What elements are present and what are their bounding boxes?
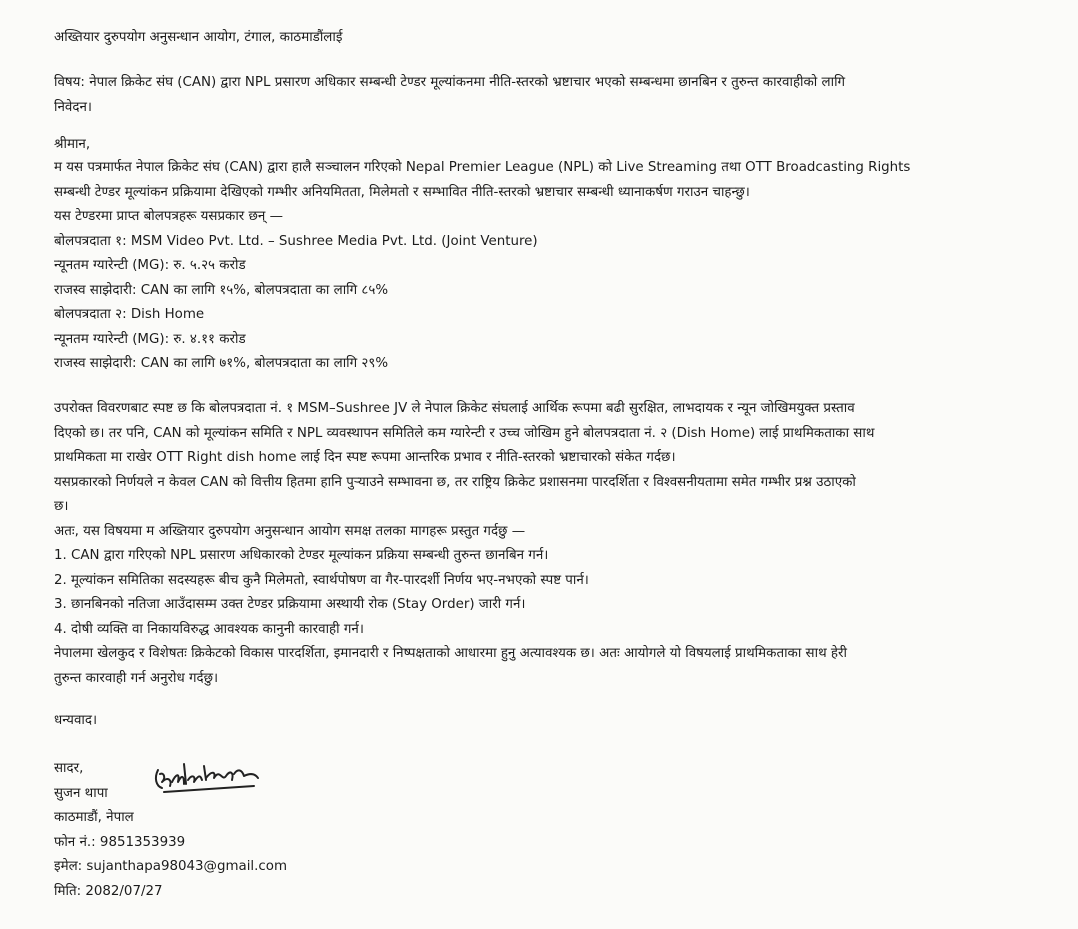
- sender-phone: फोन नं.: 9851353939: [54, 834, 186, 850]
- bidder-2-revenue: राजस्व साझेदारी: CAN का लागि ७१%, बोलपत्रदाता का लागि २९%: [54, 356, 389, 371]
- bidder-1-mg: न्यूनतम ग्यारेन्टी (MG): रु. ५.२५ करोड: [54, 258, 246, 273]
- demand-2: 2. मूल्यांकन समितिका सदस्यहरू बीच कुनै मिलेमतो, स्वार्थपोषण वा गैर-पारदर्शी निर्णय भए-नभएको स्पष्ट पार्न।: [54, 572, 589, 588]
- body-line: नेपालमा खेलकुद र विशेषतः क्रिकेटको विकास पारदर्शिता, इमानदारी र निष्पक्षताको आधारमा हुनु अत्यावश्यक छ। अतः आयोगले यो विषयलाई प्राथमिकताका साथ हेरी: [54, 646, 847, 661]
- sender-address: काठमाडौं, नेपाल: [54, 810, 134, 825]
- bidder-2-mg: न्यूनतम ग्यारेन्टी (MG): रु. ४.११ करोड: [54, 331, 246, 347]
- body-line: यसप्रकारको निर्णयले न केवल CAN को वित्तीय हितमा हानि पुर्‍याउने सम्भावना छ, तर राष्ट्रिय क्रिकेट प्रशासनमा पारदर्शिता र विश्वसनीयतामा समेत गम्भीर प्रश्न उठाएको: [54, 474, 856, 490]
- thanks: धन्यवाद।: [54, 713, 98, 728]
- body-line: प्राथमिकता मा राखेर OTT Right dish home लाई दिन स्पष्ट रूपमा आन्तरिक प्रभाव र नीति-स्तरको भ्रष्टाचारको संकेत गर्दछ।: [54, 450, 676, 465]
- subject: [54, 71, 1039, 120]
- regards: सादर,: [54, 761, 84, 776]
- body-line: दिएको छ। तर पनि, CAN को मूल्यांकन समिति र NPL व्यवस्थापन समितिले कम ग्यारेन्टी र उच्च जोखिम हुने बोलपत्रदाता नं. २ (Dish Home) लाई प्राथमिकताका साथ: [54, 425, 875, 441]
- body: [54, 397, 1039, 691]
- subject-line: विषय: नेपाल क्रिकेट संघ (CAN) द्वारा NPL प्रसारण अधिकार सम्बन्धी टेण्डर मूल्यांकनमा नीति-स्तरको भ्रष्टाचार भएको सम्बन्धमा छानबिन र तुरुन्त कारवाहीको लागि: [54, 75, 846, 90]
- demand-1: 1. CAN द्वारा गरिएको NPL प्रसारण अधिकारको टेण्डर मूल्यांकन प्रक्रिया सम्बन्धी तुरुन्त छानबिन गर्न।: [54, 548, 549, 563]
- body-line: छ।: [54, 499, 69, 514]
- addressee: अख्तियार दुरुपयोग अनुसन्धान आयोग, टंगाल, काठमाडौंलाई: [54, 30, 343, 45]
- bidder-2: बोलपत्रदाता २: Dish Home: [54, 307, 205, 322]
- bidder-1: बोलपत्रदाता १: MSM Video Pvt. Ltd. – Sushree Media Pvt. Ltd. (Joint Venture): [54, 233, 538, 249]
- salutation: श्रीमान,: [54, 137, 91, 152]
- signature: [150, 752, 265, 800]
- demand-4: 4. दोषी व्यक्ति वा निकायविरुद्ध आवश्यक कानुनी कारवाही गर्न।: [54, 621, 364, 637]
- intro-line: म यस पत्रमार्फत नेपाल क्रिकेट संघ (CAN) द्वारा हालै सञ्चालन गरिएको Nepal Premier League (NPL) को Live Streaming तथा OTT Broadcasting Rights: [54, 160, 911, 175]
- bidder-1-revenue: राजस्व साझेदारी: CAN का लागि १५%, बोलपत्रदाता का लागि ८५%: [54, 282, 389, 298]
- intro-line: सम्बन्धी टेण्डर मूल्यांकन प्रक्रियामा देखिएको गम्भीर अनियमितता, मिलेमतो र सम्भावित नीति-स्तरको भ्रष्टाचार सम्बन्धी ध्यानाकर्षण गराउन चाहन्छु।: [54, 184, 750, 200]
- body-line: उपरोक्त विवरणबाट स्पष्ट छ कि बोलपत्रदाता नं. १ MSM–Sushree JV ले नेपाल क्रिकेट संघलाई आर्थिक रूपमा बढी सुरक्षित, लाभदायक र न्यून जोखिमयुक्त प्रस्ताव: [54, 401, 855, 416]
- subject-line: निवेदन।: [54, 99, 92, 115]
- demand-3: 3. छानबिनको नतिजा आउँदासम्म उक्त टेण्डर प्रक्रियामा अस्थायी रोक (Stay Order) जारी गर्न।: [54, 597, 526, 612]
- intro-line: यस टेण्डरमा प्राप्त बोलपत्रहरू यसप्रकार छन् —: [54, 209, 284, 224]
- letter-date: मिति: 2082/07/27: [54, 883, 163, 899]
- intro: [54, 156, 1039, 377]
- sender-name: सुजन थापा: [54, 785, 108, 801]
- body-line: अतः, यस विषयमा म अख्तियार दुरुपयोग अनुसन्धान आयोग समक्ष तलका मागहरू प्रस्तुत गर्दछु —: [54, 523, 526, 539]
- sender-email: इमेल: sujanthapa98043@gmail.com: [54, 859, 287, 874]
- body-line: तुरुन्त कारवाही गर्न अनुरोध गर्दछु।: [54, 670, 219, 686]
